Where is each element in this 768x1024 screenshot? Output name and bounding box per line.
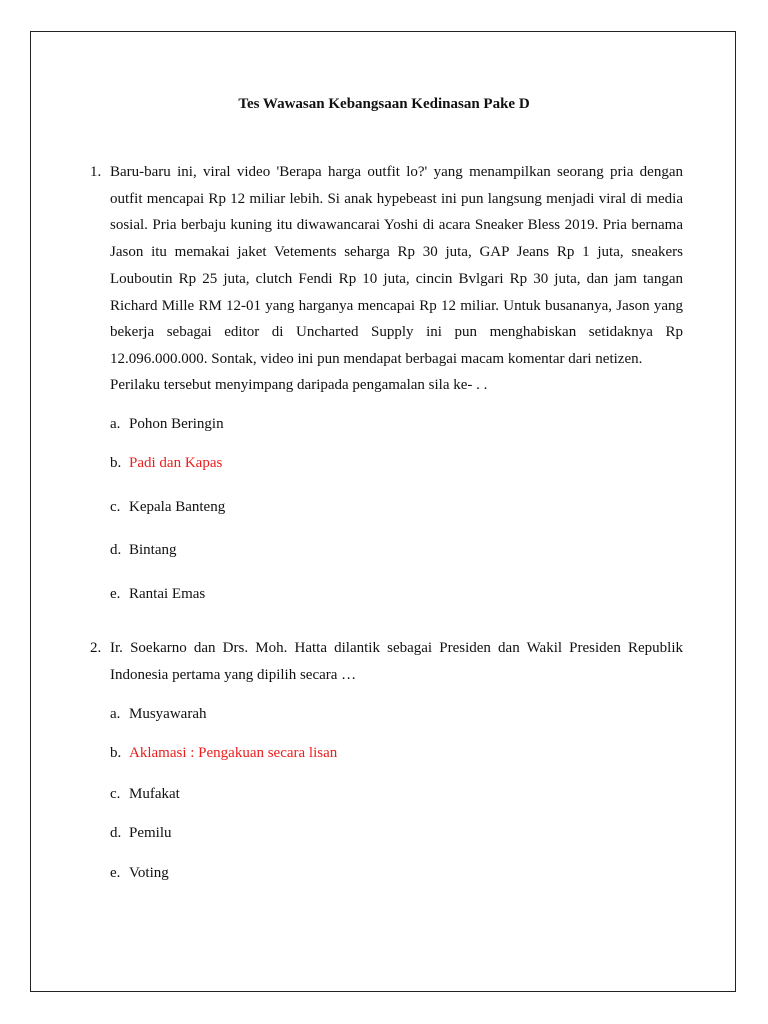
option-letter: d. — [110, 542, 122, 558]
question-1-option-b — [110, 455, 222, 472]
option-letter: e. — [110, 865, 121, 881]
option-text: Kepala Banteng — [129, 499, 226, 515]
option-letter: b. — [110, 455, 122, 471]
question-2-option-c — [110, 786, 180, 803]
option-letter: c. — [110, 499, 121, 515]
option-text: Rantai Emas — [129, 586, 206, 602]
option-text: Musyawarah — [129, 706, 207, 722]
question-2-option-e — [110, 865, 169, 882]
option-text: Voting — [129, 865, 169, 881]
option-letter: c. — [110, 786, 121, 802]
question-2-text: Ir. Soekarno dan Drs. Moh. Hatta dilantik sebagai Presiden dan Wakil Presiden Republik Indonesia pertama yang dipilih secara … — [110, 640, 683, 683]
question-1-text: Baru-baru ini, viral video 'Berapa harga outfit lo?' yang menampilkan seorang pria dengan outfit mencapai Rp 12 miliar lebih. Si anak hypebeast ini pun langsung menjadi viral di media sosial. Pria berbaju kuning itu diwawancarai Yoshi di acara Sneaker Bless 2019. Pria bernama Jason itu memakai jaket Vetements seharga Rp 30 juta, GAP Jeans Rp 1 juta, sneakers Louboutin Rp 25 juta, clutch Fendi Rp 10 juta, cincin Bvlgari Rp 30 juta, dan jam tangan Richard Mille RM 12-01 yang harganya mencapai Rp 12 miliar. Untuk busananya, Jason yang bekerja sebagai editor di Uncharted Supply ini pun menghabiskan setidaknya Rp 12.096.000.000. Sontak, video ini pun mendapat berbagai macam komentar dari netizen. — [110, 164, 683, 367]
option-letter: a. — [110, 706, 121, 722]
option-text: Bintang — [129, 542, 177, 558]
question-2-option-d — [110, 825, 172, 842]
option-text: Mufakat — [129, 786, 180, 802]
option-letter: a. — [110, 416, 121, 432]
option-text-answer: Aklamasi : Pengakuan secara lisan — [129, 745, 338, 761]
question-1-option-e — [110, 586, 205, 603]
question-1-option-c — [110, 499, 225, 516]
option-text-answer: Padi dan Kapas — [129, 455, 223, 471]
document-title: Tes Wawasan Kebangsaan Kedinasan Pake D — [238, 96, 530, 112]
question-1-number: 1. — [90, 164, 102, 180]
option-letter: e. — [110, 586, 121, 602]
option-letter: d. — [110, 825, 122, 841]
option-text: Pemilu — [129, 825, 172, 841]
option-text: Pohon Beringin — [129, 416, 224, 432]
option-letter: b. — [110, 745, 122, 761]
question-2-option-a — [110, 706, 206, 723]
question-2-number: 2. — [90, 640, 102, 656]
question-2-option-b — [110, 745, 337, 762]
question-1-option-d — [110, 542, 177, 559]
question-1-prompt: Perilaku tersebut menyimpang daripada pengamalan sila ke- . . — [110, 377, 488, 393]
question-1-option-a — [110, 416, 224, 433]
